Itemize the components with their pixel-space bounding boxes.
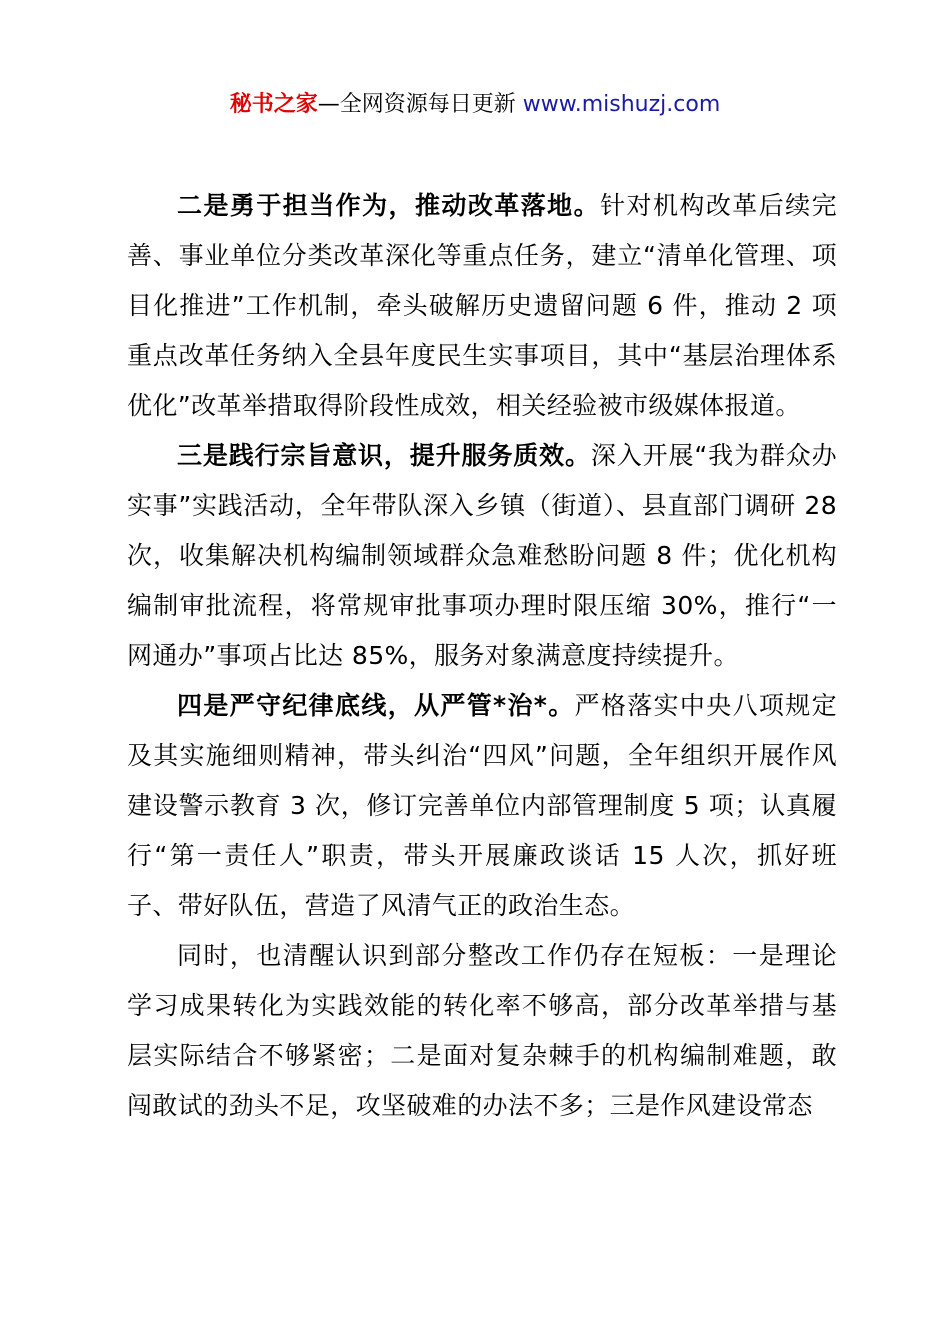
paragraph-shortcomings: [127, 931, 837, 1131]
paragraph-text: 同时，也清醒认识到部分整改工作仍存在短板：一是理论学习成果转化为实践效能的转化率不够高，部分改革举措与基层实际结合不够紧密；二是面对复杂棘手的机构编制难题，敢闯敢试的劲头不足，攻坚破难的办法不多；三是作风建设常态: [127, 941, 837, 1120]
paragraph-responsibility: [127, 181, 837, 431]
paragraph-text: 深入开展“我为群众办实事”实践活动，全年带队深入乡镇（街道）、县直部门调研 28 次，收集解决机构编制领域群众急难愁盼问题 8 件；优化机构编制审批流程，将常规审批事项办理时限压缩 30%，推行“一网通办”事项占比达 85%，服务对象满意度持续提升。: [127, 441, 838, 670]
site-url-link[interactable]: www.mishuzj.com: [522, 92, 721, 117]
paragraph-text: 针对机构改革后续完善、事业单位分类改革深化等重点任务，建立“清单化管理、项目化推进”工作机制，牵头破解历史遗留问题 6 件，推动 2 项重点改革任务纳入全县年度民生实事项目，其中“基层治理体系优化”改革举措取得阶段性成效，相关经验被市级媒体报道。: [127, 191, 837, 420]
site-brand: 秘书之家: [229, 92, 318, 117]
paragraph-discipline: [127, 681, 837, 931]
paragraph-lead: 三是践行宗旨意识，提升服务质效。: [177, 441, 591, 470]
document-body: [127, 181, 837, 1131]
paragraph-lead: 四是严守纪律底线，从严管*治*。: [177, 691, 575, 720]
header-tagline: —全网资源每日更新: [317, 92, 523, 117]
paragraph-text: 严格落实中央八项规定及其实施细则精神，带头纠治“四风”问题，全年组织开展作风建设警示教育 3 次，修订完善单位内部管理制度 5 项；认真履行“第一责任人”职责，带头开展廉政谈话 15 人次，抓好班子、带好队伍，营造了风清气正的政治生态。: [127, 691, 837, 920]
site-header: [0, 88, 950, 122]
paragraph-service: [127, 431, 837, 681]
paragraph-lead: 二是勇于担当作为，推动改革落地。: [177, 191, 601, 220]
